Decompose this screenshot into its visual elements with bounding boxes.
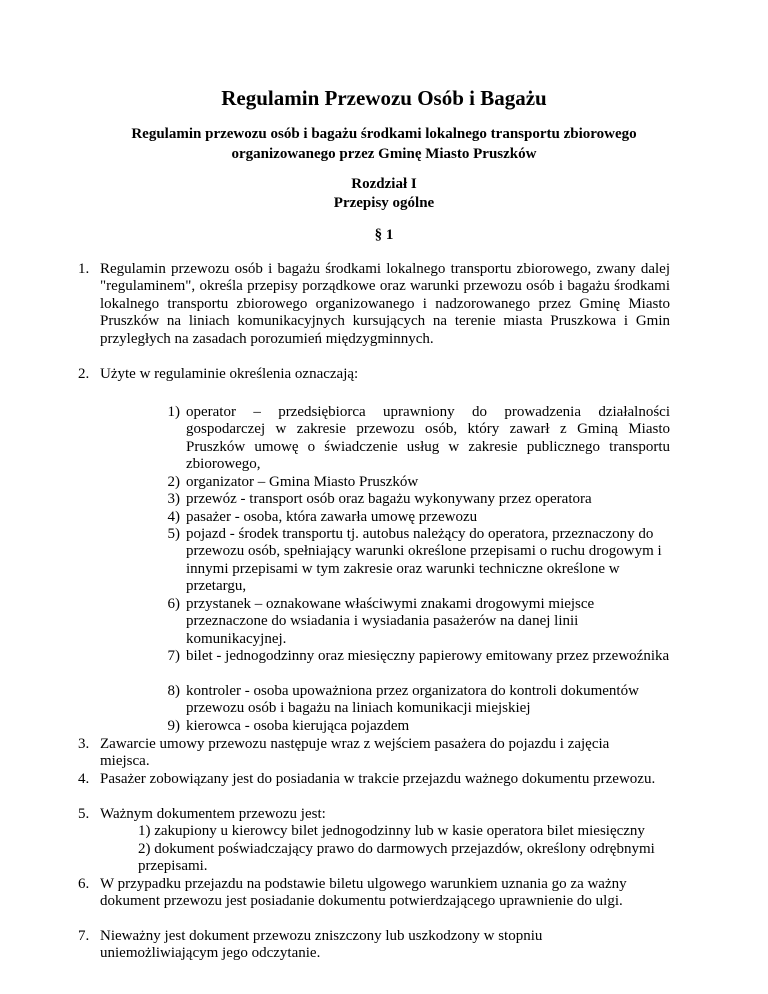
definition-text: pasażer - osoba, która zawarła umowę przewozu [186,509,478,525]
subtitle-line-1: Regulamin przewozu osób i bagażu środkami lokalnego transportu zbiorowego [131,126,637,142]
definition-number: 2) [167,474,180,490]
definition-number: 5) [167,526,180,542]
list-item-text: Pasażer zobowiązany jest do posiadania w trakcie przejazdu ważnego dokumentu przewozu. [100,771,656,787]
definition-text: operator – przedsiębiorca uprawniony do prowadzenia działalności gospodarczej w zakresie przewozu osób, który zawarł z Gminą Miasto Pruszków umowę o świadczenie usług w zakresie publicznego transportu zbiorowego, [186,404,670,473]
definition-number: 4) [167,509,180,525]
chapter-name: Przepisy ogólne [333,195,435,211]
definition-text: bilet - jednogodzinny oraz miesięczny papierowy emitowany przez przewoźnika [186,648,670,664]
definition-number: 1) [167,404,180,420]
subtitle-line-2: organizowanego przez Gminę Miasto Pruszków [231,146,537,162]
list-item-number: 2. [78,366,90,382]
list-item-number: 7. [78,928,90,944]
definition-number: 3) [167,491,180,507]
list-item-text: Zawarcie umowy przewozu następuje wraz z wejściem pasażera do pojazdu i zajęcia miejsca. [100,736,610,770]
list-item-text: Regulamin przewozu osób i bagażu środkami lokalnego transportu zbiorowego, zwany dalej "regulaminem", określa przepisy porządkowe oraz warunki przewozu osób i bagażu środkami lokalnego transportu zbiorowego organizowanego i nadzorowanego przez Gminę Miasto Pruszków na liniach komunikacyjnych kursujących na terenie miasta Pruszkowa i Gmin przyległych na zasadach porozumień międzygminnych. [100,261,670,347]
definition-number: 7) [167,648,180,664]
list-item-number: 5. [78,806,90,822]
definition-number: 6) [167,596,180,612]
definition-text: przewóz - transport osób oraz bagażu wykonywany przez operatora [186,491,592,507]
list-item-number: 6. [78,876,90,892]
document-type-item: 1) zakupiony u kierowcy bilet jednogodzinny lub w kasie operatora bilet miesięczny [138,823,645,839]
definition-number: 9) [167,718,180,734]
chapter-heading: Rozdział I [351,176,417,192]
definition-text: kontroler - osoba upoważniona przez organizatora do kontroli dokumentów przewozu osób i bagażu na liniach komunikacji miejskiej [186,683,639,717]
definition-text: pojazd - środek transportu tj. autobus należący do operatora, przeznaczony do przewozu osób, spełniający warunki określone przepisami o ruchu drogowym i innymi przepisami w tym zakresie oraz warunki techniczne określone w przetargu, [186,526,662,595]
definition-text: organizator – Gmina Miasto Pruszków [186,474,419,490]
list-item-text: W przypadku przejazdu na podstawie biletu ulgowego warunkiem uznania go za ważny dokument przewozu jest posiadanie dokumentu potwierdzającego uprawnienie do ulgi. [100,876,627,910]
document-type-item: 2) dokument poświadczający prawo do darmowych przejazdów, określony odrębnymi przepisami. [138,841,655,875]
list-item-text: Użyte w regulaminie określenia oznaczają: [100,366,359,382]
paragraph-sign: § 1 [374,227,394,243]
definition-text: przystanek – oznakowane właściwymi znakami drogowymi miejsce przeznaczone do wsiadania i wysiadania pasażerów na danej linii komunikacyjnej. [186,596,595,647]
list-item-text: Nieważny jest dokument przewozu zniszczony lub uszkodzony w stopniu uniemożliwiającym jego odczytanie. [100,928,543,962]
definition-text: kierowca - osoba kierująca pojazdem [186,718,410,734]
definition-number: 8) [167,683,180,699]
list-item-number: 3. [78,736,90,752]
list-item-text: Ważnym dokumentem przewozu jest: [100,806,326,822]
document-title: Regulamin Przewozu Osób i Bagażu [221,86,547,110]
list-item-number: 4. [78,771,90,787]
list-item-number: 1. [78,261,90,277]
